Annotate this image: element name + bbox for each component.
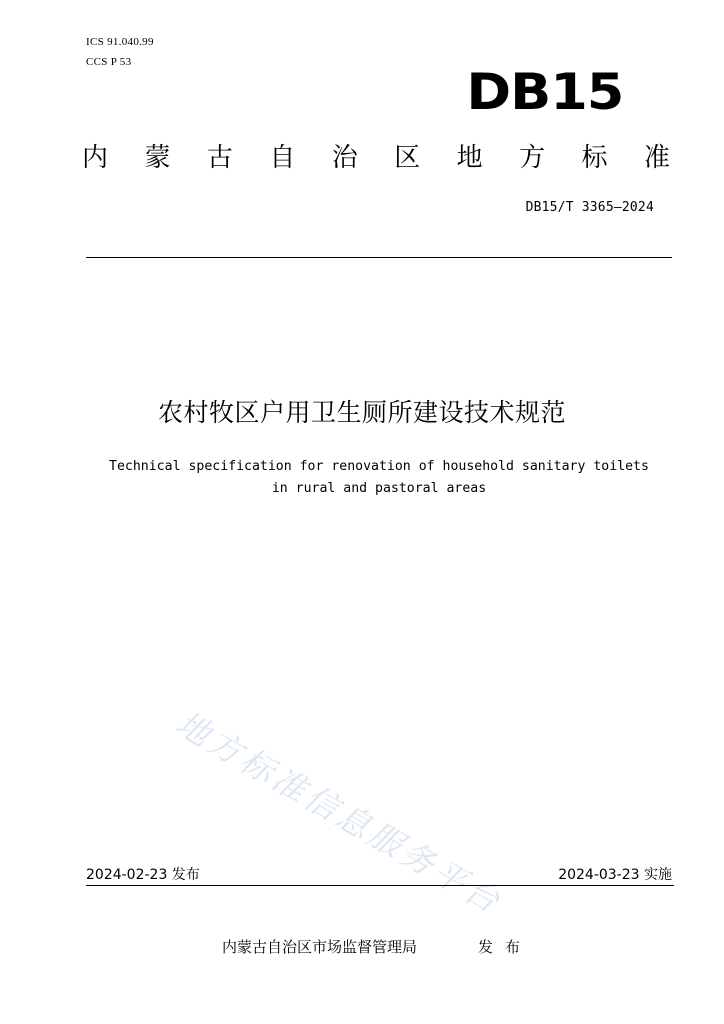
standard-number: DB15/T 3365—2024 — [525, 200, 654, 215]
watermark: 地方标准信息服务平台 — [169, 703, 510, 923]
standard-type-char: 内 — [82, 143, 109, 173]
standard-type-char: 地 — [456, 143, 483, 173]
standard-logo: DB15 — [466, 63, 623, 121]
ics-code: ICS 91.040.99 — [86, 36, 154, 48]
publish-label: 发布 — [478, 938, 533, 956]
standard-type-char: 准 — [643, 143, 670, 173]
standard-type — [82, 140, 670, 176]
standard-type-char: 蒙 — [144, 143, 171, 173]
header-divider — [86, 257, 672, 258]
standard-type-char: 自 — [269, 143, 296, 173]
english-title-line2: in rural and pastoral areas — [271, 481, 487, 496]
publisher: 内蒙古自治区市场监督管理局 — [222, 938, 418, 956]
standard-type-char: 古 — [206, 143, 233, 173]
footer-divider — [86, 885, 674, 886]
english-title-line1: Technical specification for renovation of household sanitary toilets — [109, 459, 649, 474]
implementation-date: 2024-03-23 实施 — [558, 867, 672, 883]
standard-type-char: 方 — [519, 143, 546, 173]
chinese-title: 农村牧区户用卫生厕所建设技术规范 — [157, 398, 566, 427]
standard-type-char: 区 — [394, 143, 421, 173]
standard-type-char: 标 — [581, 143, 608, 173]
ccs-code: CCS P 53 — [86, 56, 132, 68]
issue-date: 2024-02-23 发布 — [86, 867, 200, 883]
standard-type-char: 治 — [331, 143, 358, 173]
